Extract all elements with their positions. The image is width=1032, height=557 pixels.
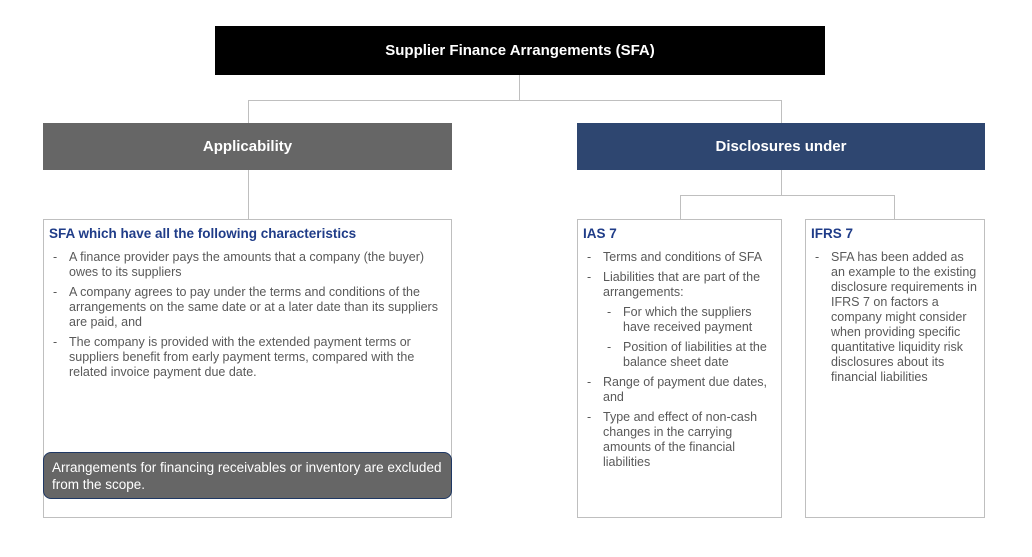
ias7-sublist xyxy=(603,305,776,370)
connector-title-down xyxy=(519,75,520,100)
applicability-header-label: Applicability xyxy=(202,138,293,155)
list-item: - SFA has been added as an example to the existing disclosure requirements in IFRS 7 on factors a company might consider when providing specific quantitative liquidity risk disclosures about its financial liabilities xyxy=(811,250,979,385)
page-title: Supplier Finance Arrangements (SFA) xyxy=(385,42,655,59)
list-item xyxy=(583,270,776,370)
ias7-box xyxy=(577,219,782,518)
disclosures-header-label: Disclosures under xyxy=(715,138,847,155)
ifrs7-title: IFRS 7 xyxy=(811,226,854,241)
connector-disclosures-down xyxy=(781,170,782,195)
connector-to-disclosures xyxy=(781,100,782,123)
connector-to-ias7 xyxy=(680,195,681,219)
title-box xyxy=(215,26,825,75)
scope-exclusion-note xyxy=(43,452,452,499)
sub-list-item: - Position of liabilities at the balance sheet date xyxy=(603,340,776,370)
scope-exclusion-text: Arrangements for financing receivables or inventory are excluded from the scope. xyxy=(52,460,442,492)
connector-to-ifrs7 xyxy=(894,195,895,219)
applicability-box-title: SFA which have all the following characteristics xyxy=(49,226,357,241)
connector-horizontal xyxy=(248,100,782,101)
applicability-header xyxy=(43,123,452,170)
list-item: - A company agrees to pay under the terms and conditions of the arrangements on the same date or at a later date than its suppliers are paid, and xyxy=(49,285,446,330)
connector-split-horizontal xyxy=(680,195,895,196)
list-item-label: Liabilities that are part of the arrangements: xyxy=(603,270,761,299)
ias7-list xyxy=(583,250,776,470)
connector-applicability-down xyxy=(248,170,249,219)
list-item: - Terms and conditions of SFA xyxy=(583,250,776,265)
list-item: - A finance provider pays the amounts that a company (the buyer) owes to its suppliers xyxy=(49,250,446,280)
ifrs7-box xyxy=(805,219,985,518)
ias7-title: IAS 7 xyxy=(583,226,617,241)
connector-to-applicability xyxy=(248,100,249,123)
disclosures-header xyxy=(577,123,985,170)
list-item: - Type and effect of non-cash changes in the carrying amounts of the financial liabilities xyxy=(583,410,776,470)
sub-list-item: - For which the suppliers have received payment xyxy=(603,305,776,335)
list-item: - The company is provided with the extended payment terms or suppliers benefit from early payment terms, compared with the related invoice payment due date. xyxy=(49,335,446,380)
list-item: - Range of payment due dates, and xyxy=(583,375,776,405)
applicability-list xyxy=(49,250,446,380)
ifrs7-list xyxy=(811,250,979,385)
